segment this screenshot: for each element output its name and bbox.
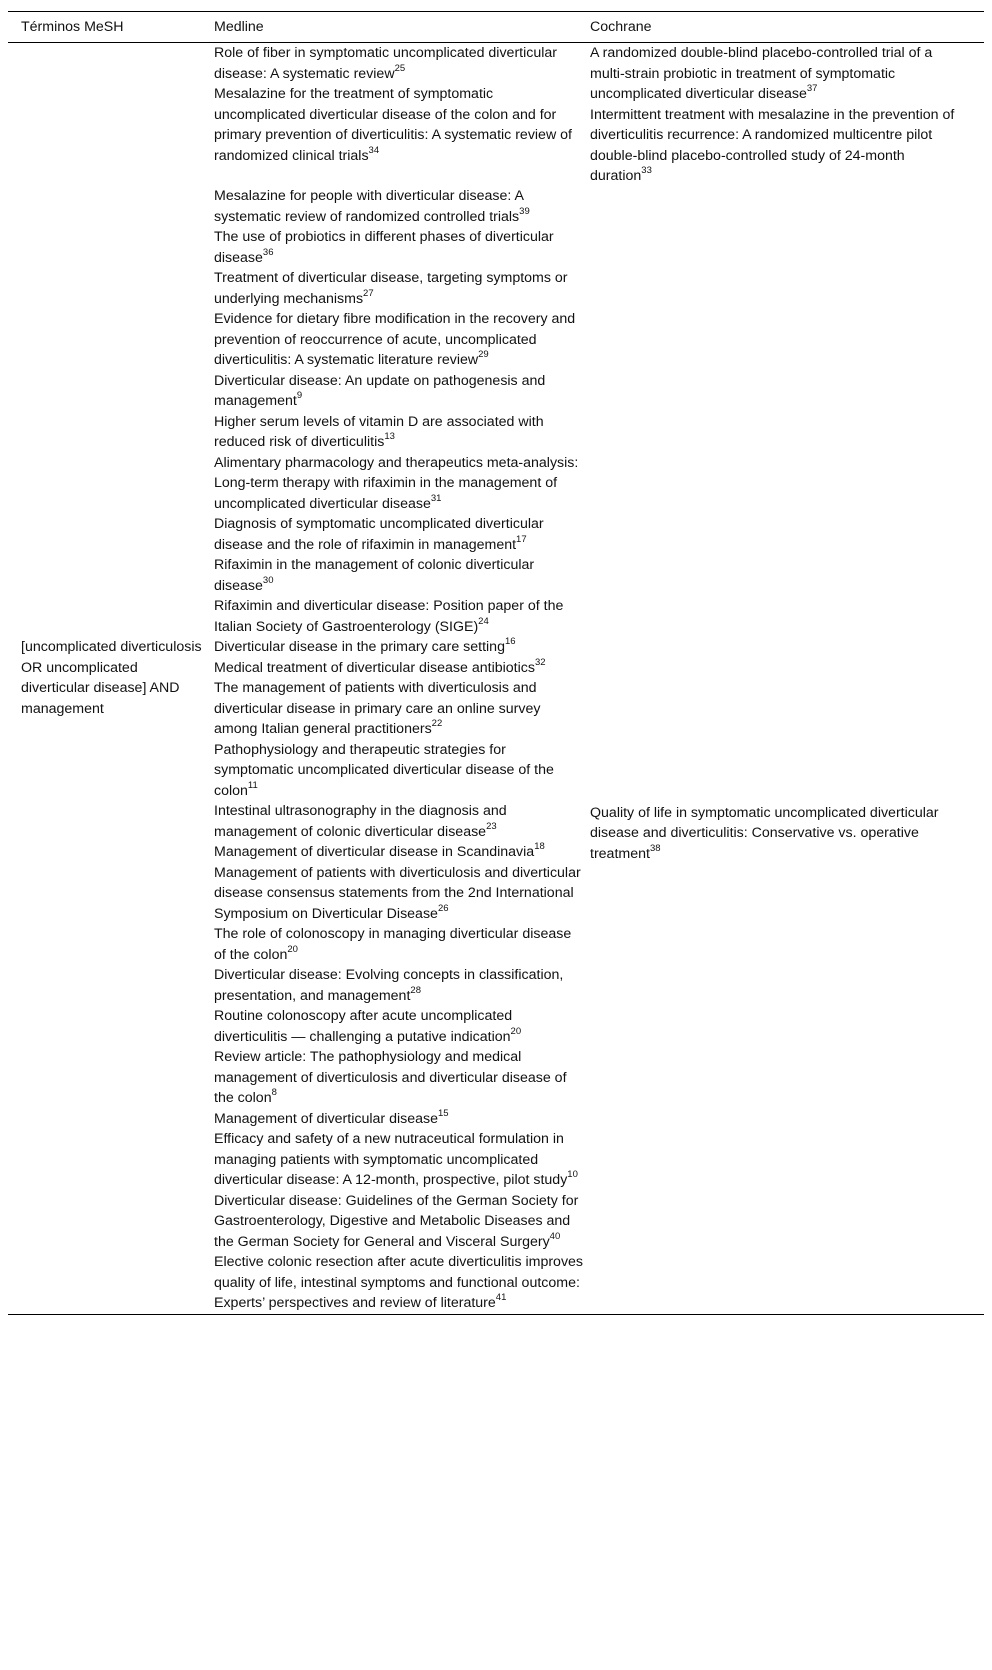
medline-entry (214, 453, 585, 515)
medline-entry (214, 514, 585, 555)
reference-number: 39 (519, 205, 530, 217)
reference-title: The management of patients with diverticulosis and diverticular disease in primary care an online survey among Italian general practitioners (214, 680, 541, 737)
reference-number: 40 (549, 1230, 561, 1242)
medline-entry (214, 863, 585, 925)
medline-entry (214, 740, 585, 802)
reference-number: 20 (510, 1025, 522, 1037)
medline-entry (214, 84, 585, 166)
reference-title: Diverticular disease: Guidelines of the German Society for Gastroenterology, Digestive and Metabolic Diseases and the German Society for General and Visceral Surgery (214, 1192, 579, 1250)
medline-entry (214, 596, 585, 637)
reference-number: 23 (486, 820, 497, 832)
header-medline: Medline (214, 18, 264, 35)
references-table (8, 11, 984, 1315)
reference-number: 20 (287, 943, 298, 955)
medline-entry (214, 1047, 585, 1109)
table-bottom-rule (8, 1314, 984, 1315)
reference-title: Management of diverticular disease in Scandinavia (214, 844, 535, 860)
reference-title: Management of patients with diverticulosis and diverticular disease consensus statements from the 2nd International Symposium on Diverticular Disease (214, 864, 581, 922)
reference-number: 13 (384, 431, 395, 443)
medline-entry (214, 637, 585, 658)
reference-number: 17 (516, 533, 527, 545)
reference-number: 29 (478, 349, 489, 361)
mesh-term-text: [uncomplicated diverticulosis OR uncomplicated diverticular disease] AND management (21, 639, 202, 717)
medline-entry (214, 1252, 585, 1314)
reference-title: Diverticular disease in the primary care setting (214, 639, 505, 655)
cochrane-entry (590, 105, 968, 187)
reference-number: 37 (806, 83, 818, 95)
header-mesh-terms: Términos MeSH (21, 18, 124, 35)
reference-number: 24 (478, 615, 489, 627)
reference-number: 38 (649, 842, 661, 854)
reference-title: Mesalazine for the treatment of symptomatic uncomplicated diverticular disease of the colon and for primary prevention of diverticulitis: A systematic review of randomized clinical trials (214, 86, 572, 164)
reference-number: 26 (437, 902, 449, 914)
mesh-term-cell (8, 43, 209, 1314)
reference-title: Management of diverticular disease (214, 1110, 438, 1127)
header-cochrane: Cochrane (590, 18, 652, 35)
medline-entry (214, 555, 585, 596)
reference-title: Review article: The pathophysiology and medical management of diverticulosis and diverticular disease of the colon (214, 1049, 567, 1106)
reference-number: 18 (534, 841, 545, 853)
reference-number: 9 (296, 390, 303, 402)
reference-title: Evidence for dietary fibre modification in the recovery and prevention of reoccurrence of acute, uncomplicated diverticulitis: A systematic literature review (214, 311, 576, 368)
reference-title: Diverticular disease: Evolving concepts in classification, presentation, and management (214, 967, 564, 1004)
medline-entry (214, 309, 585, 371)
table-header-row (8, 12, 984, 42)
reference-title: Medical treatment of diverticular disease antibiotics (214, 659, 535, 676)
reference-number: 11 (247, 779, 258, 791)
reference-title: Intestinal ultrasonography in the diagnosis and management of colonic diverticular disease (214, 803, 507, 840)
medline-entry (214, 1129, 585, 1191)
reference-title: Pathophysiology and therapeutic strategies for symptomatic uncomplicated diverticular disease of the colon (214, 741, 554, 799)
reference-number: 8 (271, 1087, 277, 1099)
reference-number: 25 (394, 62, 406, 74)
reference-title: Intermittent treatment with mesalazine in the prevention of diverticulitis recurrence: A randomized multicentre pilot double-blind placebo-controlled study of 24-month duration (590, 106, 955, 184)
reference-number: 28 (410, 984, 421, 996)
reference-title: Diagnosis of symptomatic uncomplicated diverticular disease and the role of rifaximin in management (214, 516, 544, 553)
reference-title: Quality of life in symptomatic uncomplicated diverticular disease and diverticulitis: Conservative vs. operative treatment (590, 804, 939, 862)
medline-entry (214, 678, 585, 740)
table-row (8, 43, 984, 1314)
reference-title: Routine colonoscopy after acute uncomplicated diverticulitis — challenging a putative indication (214, 1008, 513, 1045)
medline-entry (214, 1006, 585, 1047)
reference-number: 34 (368, 144, 380, 156)
reference-number: 22 (431, 718, 443, 730)
reference-title: A randomized double-blind placebo-controlled trial of a multi-strain probiotic in treatment of symptomatic uncomplicated diverticular disease (590, 45, 933, 102)
medline-entry (214, 227, 585, 268)
reference-title: Treatment of diverticular disease, targeting symptoms or underlying mechanisms (214, 270, 568, 307)
reference-number: 41 (495, 1292, 507, 1304)
medline-entry (214, 801, 585, 842)
medline-entry (214, 43, 585, 84)
reference-title: The use of probiotics in different phases of diverticular disease (214, 229, 554, 266)
reference-title: Mesalazine for people with diverticular disease: A systematic review of randomized controlled trials (214, 188, 524, 225)
reference-title: Rifaximin in the management of colonic diverticular disease (214, 557, 535, 594)
medline-entry (214, 924, 585, 965)
medline-entry (214, 412, 585, 453)
cochrane-column (585, 43, 984, 1314)
reference-title: Role of fiber in symptomatic uncomplicated diverticular disease: A systematic review (214, 45, 558, 82)
reference-number: 31 (430, 492, 442, 504)
medline-entry (214, 268, 585, 309)
reference-number: 33 (641, 165, 652, 177)
reference-title: Diverticular disease: An update on pathogenesis and management (214, 372, 546, 409)
medline-entry (214, 186, 585, 227)
cochrane-entry (590, 43, 968, 105)
medline-entry (214, 371, 585, 412)
reference-number: 32 (534, 656, 546, 668)
reference-number: 16 (504, 636, 516, 648)
reference-title: Alimentary pharmacology and therapeutics meta-analysis: Long-term therapy with rifaximin in the management of uncomplicated diverticular disease (214, 454, 579, 512)
medline-entry (214, 965, 585, 1006)
reference-number: 27 (363, 287, 374, 299)
reference-title: Rifaximin and diverticular disease: Position paper of the Italian Society of Gastroenterology (SIGE) (214, 598, 564, 635)
medline-entry (214, 1109, 585, 1130)
reference-title: Higher serum levels of vitamin D are associated with reduced risk of diverticulitis (214, 413, 544, 450)
medline-entry (214, 1191, 585, 1253)
reference-title: Elective colonic resection after acute diverticulitis improves quality of life, intestinal symptoms and functional outcome: Experts’ perspectives and review of literature (214, 1254, 584, 1311)
medline-column (209, 43, 585, 1314)
cochrane-entry (590, 803, 968, 865)
medline-entry (214, 842, 585, 863)
reference-title: Efficacy and safety of a new nutraceutical formulation in managing patients with symptomatic uncomplicated diverticular disease: A 12-month, prospective, pilot study (214, 1131, 568, 1188)
medline-entry (214, 658, 585, 679)
reference-number: 36 (262, 246, 274, 258)
reference-number: 15 (437, 1107, 449, 1119)
reference-title: The role of colonoscopy in managing diverticular disease of the colon (214, 926, 572, 963)
reference-number: 30 (262, 574, 274, 586)
reference-number: 10 (567, 1169, 578, 1181)
